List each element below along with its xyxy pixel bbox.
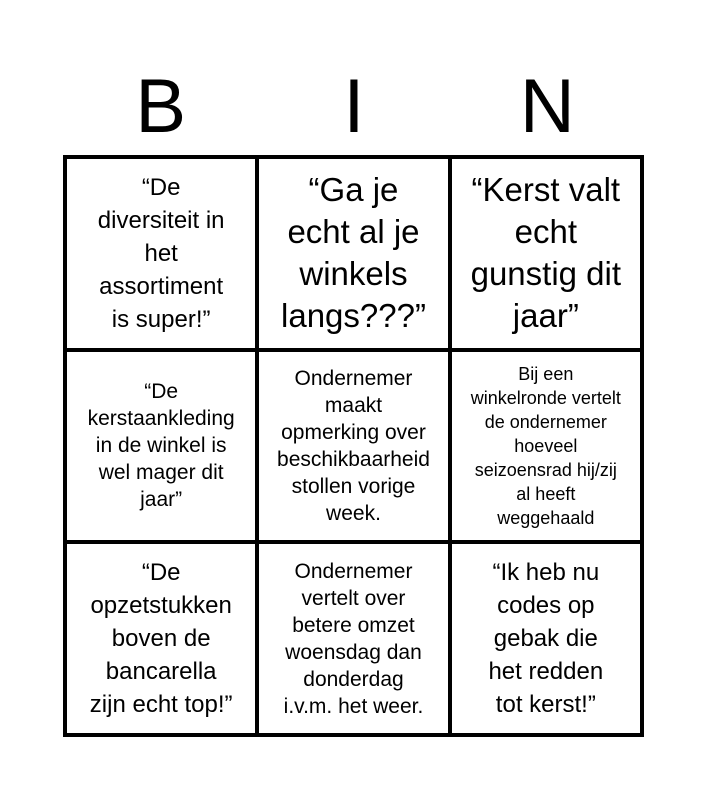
bingo-cell-6[interactable] xyxy=(452,352,640,541)
bingo-cell-2[interactable] xyxy=(259,159,447,348)
cell-text-1: “De diversiteit in het assortiment is super!” xyxy=(97,173,225,333)
cell-text-6: Bij een winkelronde vertelt de ondernemer hoeveel seizoensrad hij/zij al heeft weggehaald xyxy=(470,363,621,528)
header-letter-n: N xyxy=(519,64,575,149)
bingo-cell-9[interactable] xyxy=(452,544,640,733)
bingo-cell-3[interactable] xyxy=(452,159,640,348)
cell-text-5: Ondernemer maakt opmerking over beschikbaarheid stollen vorige week. xyxy=(277,366,430,525)
bingo-cell-5[interactable] xyxy=(259,352,447,541)
cell-text-2: “Ga je echt al je winkels langs???” xyxy=(281,171,426,335)
cell-text-4: “De kerstaankleding in de winkel is wel mager dit jaar” xyxy=(87,380,235,512)
bingo-header xyxy=(64,62,644,152)
header-letter-b: B xyxy=(135,64,187,149)
header-letter-i: I xyxy=(343,64,365,149)
bingo-cell-7[interactable] xyxy=(67,544,255,733)
cell-text-7: “De opzetstukken boven de bancarella zijn echt top!” xyxy=(89,559,233,719)
cell-text-9: “Ik heb nu codes op gebak die het redden tot kerst!” xyxy=(488,559,604,719)
bingo-cell-4[interactable] xyxy=(67,352,255,541)
bingo-grid xyxy=(63,155,644,737)
cell-text-8: Ondernemer vertelt over betere omzet woensdag dan donderdag i.v.m. het weer. xyxy=(283,559,424,718)
bingo-cell-1[interactable] xyxy=(67,159,255,348)
cell-text-3: “Kerst valt echt gunstig dit jaar” xyxy=(470,171,622,335)
bingo-cell-8[interactable] xyxy=(259,544,447,733)
